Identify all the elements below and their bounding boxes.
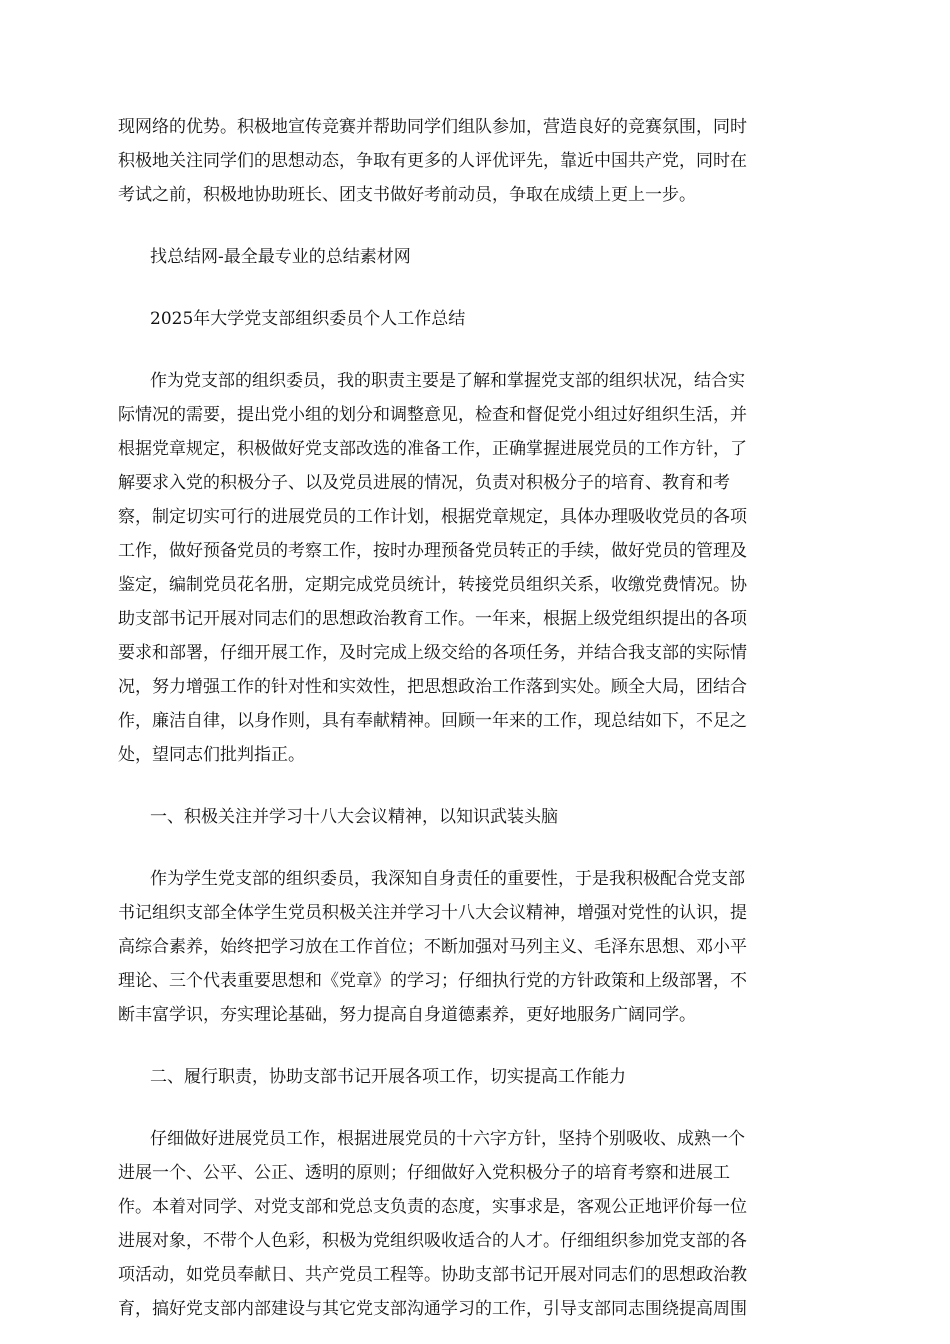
text-line: 处，望同志们批判指正。 [118, 745, 305, 765]
paragraph-spacer [118, 274, 830, 302]
text-line: 鉴定，编制党员花名册，定期完成党员统计，转接党员组织关系，收缴党费情况。协 [118, 575, 747, 595]
text-line: 书记组织支部全体学生党员积极关注并学习十八大会议精神，增强对党性的认识，提 [118, 903, 747, 923]
paragraph-spacer [118, 772, 830, 800]
paragraph-spacer [118, 336, 830, 364]
text-line: 进展一个、公平、公正、透明的原则；仔细做好入党积极分子的培育考察和进展工 [118, 1163, 730, 1183]
text-line: 作。本着对同学、对党支部和党总支负责的态度，实事求是，客观公正地评价每一位 [118, 1197, 747, 1217]
paragraph-spacer [118, 1094, 830, 1122]
text-line: 进展对象，不带个人色彩，积极为党组织吸收适合的人才。仔细组织参加党支部的各 [118, 1231, 747, 1251]
text-line: 仔细做好进展党员工作，根据进展党员的十六字方针，坚持个别吸收、成熟一个 [150, 1129, 745, 1149]
text-line: 一、积极关注并学习十八大会议精神，以知识武装头脑 [150, 807, 558, 827]
text-line: 二、履行职责，协助支部书记开展各项工作，切实提高工作能力 [150, 1067, 626, 1087]
text-line: 育，搞好党支部内部建设与其它党支部沟通学习的工作，引导支部同志围绕提高周围 [118, 1299, 747, 1319]
source-line [118, 240, 830, 274]
text-line: 根据党章规定，积极做好党支部改选的准备工作，正确掌握进展党员的工作方针，了 [118, 439, 747, 459]
text-line: 现网络的优势。积极地宣传竞赛并帮助同学们组队参加，营造良好的竞赛氛围，同时 [118, 117, 747, 137]
text-line: 察，制定切实可行的进展党员的工作计划，根据党章规定，具体办理吸收党员的各项 [118, 507, 747, 527]
text-line: 况，努力增强工作的针对性和实效性，把思想政治工作落到实处。顾全大局，团结合 [118, 677, 747, 697]
paragraph-spacer [118, 1032, 830, 1060]
text-line: 要求和部署，仔细开展工作，及时完成上级交给的各项任务，并结合我支部的实际情 [118, 643, 747, 663]
paragraph [118, 1122, 830, 1326]
text-line: 作，廉洁自律，以身作则，具有奉献精神。回顾一年来的工作，现总结如下，不足之 [118, 711, 747, 731]
text-line: 际情况的需要，提出党小组的划分和调整意见，检查和督促党小组过好组织生活，并 [118, 405, 747, 425]
document-body [118, 110, 830, 1326]
text-line: 解要求入党的积极分子、以及党员进展的情况，负责对积极分子的培育、教育和考 [118, 473, 730, 493]
paragraph [118, 110, 830, 212]
section-heading [118, 800, 830, 834]
text-line: 项活动，如党员奉献日、共产党员工程等。协助支部书记开展对同志们的思想政治教 [118, 1265, 747, 1285]
text-line: 理论、三个代表重要思想和《党章》的学习；仔细执行党的方针政策和上级部署，不 [118, 971, 747, 991]
section-heading [118, 1060, 830, 1094]
text-line: 2025年大学党支部组织委员个人工作总结 [150, 309, 466, 329]
text-line: 找总结网-最全最专业的总结素材网 [150, 247, 411, 267]
text-line: 积极地关注同学们的思想动态，争取有更多的人评优评先，靠近中国共产党，同时在 [118, 151, 747, 171]
text-line: 工作，做好预备党员的考察工作，按时办理预备党员转正的手续，做好党员的管理及 [118, 541, 747, 561]
paragraph-spacer [118, 212, 830, 240]
text-line: 作为学生党支部的组织委员，我深知自身责任的重要性，于是我积极配合党支部 [150, 869, 745, 889]
text-line: 高综合素养，始终把学习放在工作首位；不断加强对马列主义、毛泽东思想、邓小平 [118, 937, 747, 957]
text-line: 断丰富学识，夯实理论基础，努力提高自身道德素养，更好地服务广阔同学。 [118, 1005, 696, 1025]
text-line: 考试之前，积极地协助班长、团支书做好考前动员，争取在成绩上更上一步。 [118, 185, 696, 205]
text-line: 作为党支部的组织委员，我的职责主要是了解和掌握党支部的组织状况，结合实 [150, 371, 745, 391]
document-title [118, 302, 830, 336]
text-line: 助支部书记开展对同志们的思想政治教育工作。一年来，根据上级党组织提出的各项 [118, 609, 747, 629]
paragraph-spacer [118, 834, 830, 862]
paragraph [118, 364, 830, 772]
paragraph [118, 862, 830, 1032]
